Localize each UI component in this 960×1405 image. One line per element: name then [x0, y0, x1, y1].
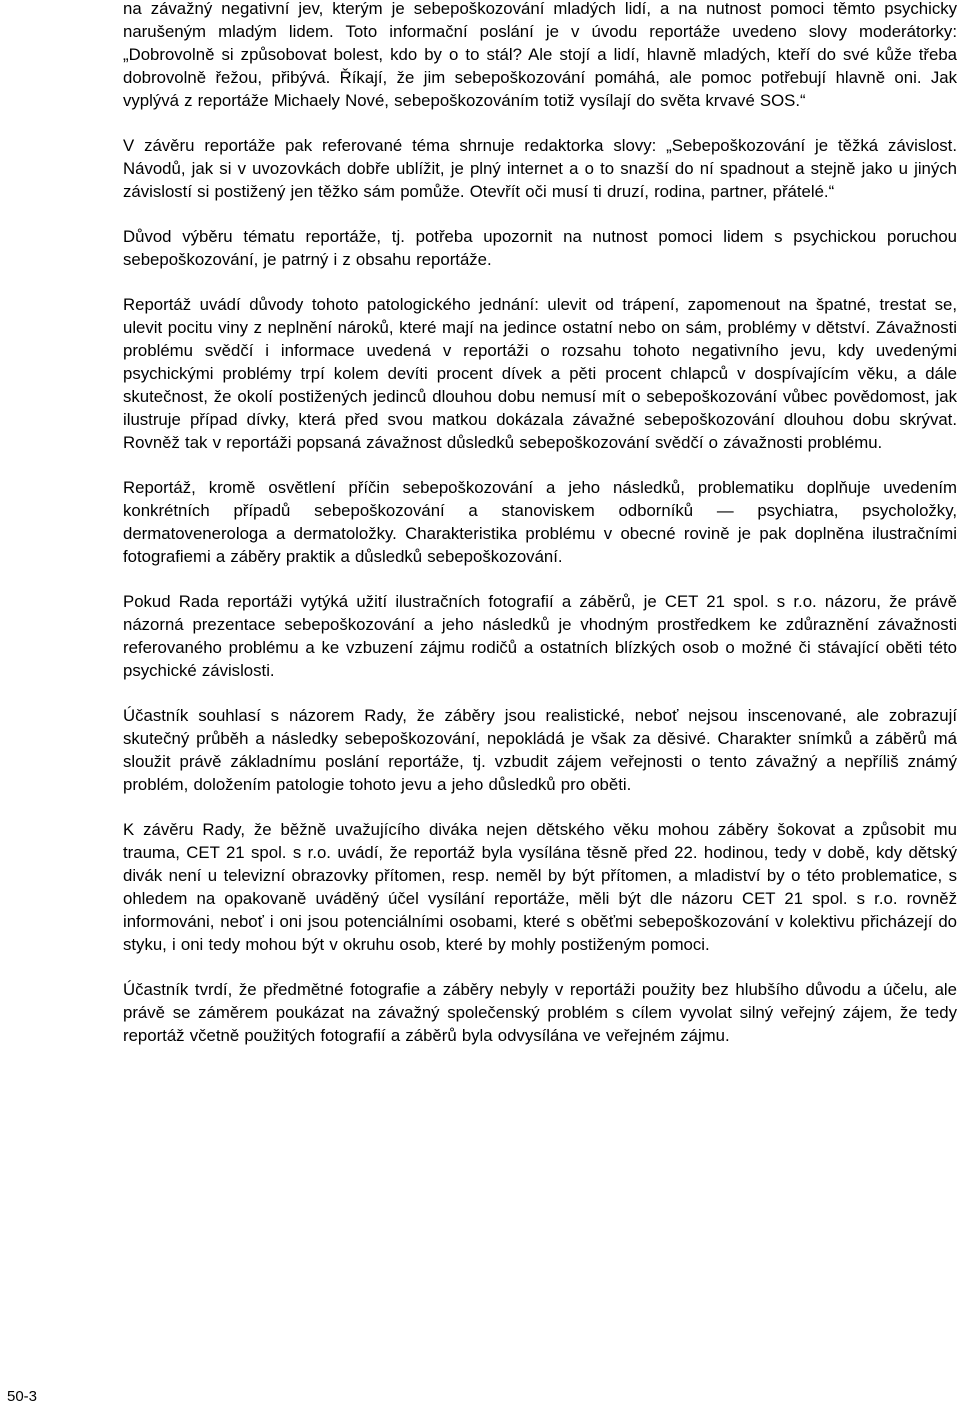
paragraph-causes: Reportáž uvádí důvody tohoto patologického jednání: ulevit od trápení, zapomenout na špatné, trestat se, ulevit pocitu viny z neplnění nároků, které mají na jedince ostatní nebo on sám, problémy v dětství. Závažnosti problému svědčí i informace uvedená v reportáži o rozsahu tohoto negativního jevu, kdy uvedenými psychickými problémy trpí kolem devíti procent dívek a pěti procent chlapců v dospívajícím věku, a dále skutečnost, že okolí postižených jedinců dlouhou dobu nemusí mít o sebepoškozování vůbec povědomost, jak ilustruje případ dívky, která před svou matkou dokázala závažné sebepoškozování dlouhou dobu skrývat. Rovněž tak v reportáži popsaná závažnost důsledků sebepoškozování svědčí o závažnosti problému. [123, 295, 957, 452]
document-body [123, 0, 957, 1069]
paragraph-experts: Reportáž, kromě osvětlení příčin sebepoškozování a jeho následků, problematiku doplňuje uvedením konkrétních případů sebepoškozování a stanoviskem odborníků — psychiatra, psycholožky, dermatovenerologa a dermatoložky. Charakteristika problému v obecné rovině je pak doplněna ilustračními fotografiemi a záběry praktik a důsledků sebepoškozování. [123, 478, 957, 566]
paragraph-intro: na závažný negativní jev, kterým je sebepoškozování mladých lidí, a na nutnost pomoci těmto psychicky narušeným mladým lidem. Toto informační poslání je v úvodu reportáže uvedeno slovy moderátorky: „Dobrovolně si způsobovat bolest, kdo by o to stál? Ale stojí a lidí, hlavně mladých, kteří do své kůže třeba dobrovolně řežou, přibývá. Říkají, že jim sebepoškozování pomáhá, ale pomoc potřebují hlavně oni. Jak vyplývá z reportáže Michaely Nové, sebepoškozováním totiž vysílají do světa krvavé SOS.“ [123, 0, 957, 110]
paragraph-public-interest: Účastník tvrdí, že předmětné fotografie a záběry nebyly v reportáži použity bez hlubšího důvodu a účelu, ale právě se záměrem poukázat na závažný společenský problém s cílem vyvolat silný veřejný zájem, že tedy reportáž včetně použitých fotografií a záběrů byla odvysílána ve veřejném zájmu. [123, 980, 957, 1045]
paragraph-illustrations: Pokud Rada reportáži vytýká užití ilustračních fotografií a záběrů, je CET 21 spol. s r.o. názoru, že právě názorná prezentace sebepoškozování a jeho následků je vhodným prostředkem ke zdůraznění závažnosti referovaného problému a ke vzbuzení zájmu rodičů a ostatních blízkých osob o možné či stávající oběti této psychické závislosti. [123, 592, 957, 680]
paragraph-realistic: Účastník souhlasí s názorem Rady, že záběry jsou realistické, neboť nejsou inscenované, ale zobrazují skutečný průběh a následky sebepoškozování, nepokládá je však za děsivé. Charakter snímků a záběrů má sloužit právě základnímu poslání reportáže, tj. vzbudit zájem veřejnosti o tento závažný a nepříliš známý problém, doložením patologie tohoto jevu a jeho důsledků pro oběti. [123, 706, 957, 794]
paragraph-conclusion-quote: V závěru reportáže pak referované téma shrnuje redaktorka slovy: „Sebepoškozování je těžká závislost. Návodů, jak si v uvozovkách dobře ublížit, je plný internet a o to snazší do ní spadnout a stejně jako u jiných závislostí si postižený jen těžko sám pomůže. Otevřít oči musí ti druzí, rodina, partner, přátelé.“ [123, 136, 957, 201]
paragraph-broadcast-time: K závěru Rady, že běžně uvažujícího diváka nejen dětského věku mohou záběry šokovat a způsobit mu trauma, CET 21 spol. s r.o. uvádí, že reportáž byla vysílána těsně před 22. hodinou, tedy v době, kdy dětský divák není u televizní obrazovky přítomen, resp. neměl by být přítomen, a mladiství by o této problematice, s ohledem na opakovaně uváděný účel vysílání reportáže, měli být dle názoru CET 21 spol. s r.o. rovněž informováni, neboť i oni jsou potenciálními osobami, které s oběťmi sebepoškozování v kolektivu přicházejí do styku, i oni tedy mohou být v okruhu osob, které by mohly postiženým pomoci. [123, 820, 957, 954]
page-number: 50-3 [7, 1388, 38, 1405]
paragraph-reason: Důvod výběru tématu reportáže, tj. potřeba upozornit na nutnost pomoci lidem s psychickou poruchou sebepoškozování, je patrný i z obsahu reportáže. [123, 227, 957, 269]
